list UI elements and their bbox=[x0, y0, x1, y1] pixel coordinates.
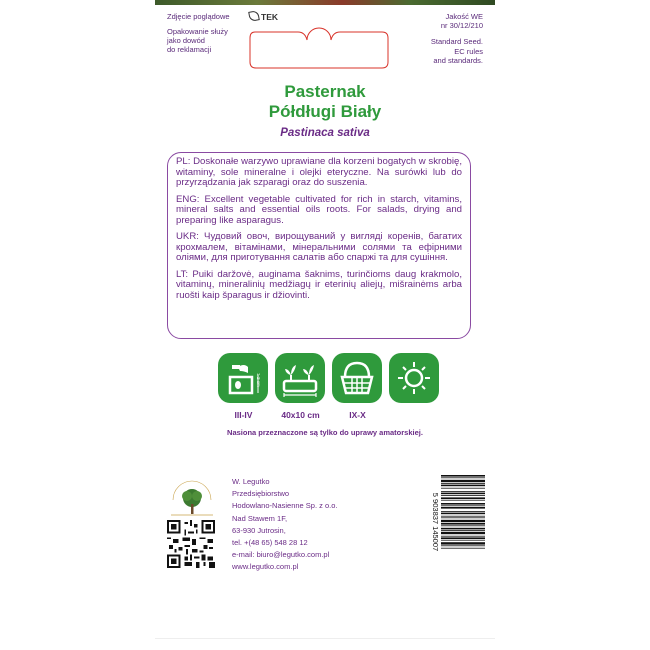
packaging-note bbox=[167, 27, 257, 54]
company-website: www.legutko.com.pl bbox=[232, 562, 299, 572]
barcode-bar bbox=[441, 480, 485, 482]
sowing-time-label: III-IV bbox=[234, 410, 253, 420]
divider bbox=[155, 638, 495, 639]
barcode-bar bbox=[441, 503, 485, 505]
harvest-time-label: IX-X bbox=[349, 410, 366, 420]
packaging-note-line: Opakowanie służy bbox=[167, 27, 228, 36]
latin-name: Pastinaca sativa bbox=[280, 127, 370, 139]
company-line: Przedsiębiorstwo bbox=[232, 489, 290, 499]
standard-line: EC rules bbox=[454, 46, 483, 56]
barcode-bar bbox=[441, 545, 485, 546]
leaf-icon bbox=[248, 10, 260, 22]
barcode-bar bbox=[441, 511, 485, 512]
packaging-note-line: do reklamacji bbox=[167, 45, 212, 54]
spacing-icon bbox=[275, 353, 325, 403]
barcode-bar bbox=[441, 488, 485, 489]
company-line: 63-930 Jutrosin, bbox=[232, 525, 286, 535]
seed-packet-back bbox=[155, 0, 495, 650]
barcode-bar bbox=[441, 525, 485, 526]
amateur-use-note: Nasiona przeznaczone są tylko do uprawy amatorskiej. bbox=[227, 428, 423, 437]
company-address bbox=[232, 476, 337, 574]
barcode-bar bbox=[441, 537, 485, 539]
standard-line: Standard Seed. bbox=[430, 37, 483, 46]
tek-label: TEK bbox=[261, 12, 278, 22]
standard-note bbox=[431, 37, 483, 66]
barcode-bar bbox=[441, 485, 485, 487]
barcode-bar bbox=[441, 540, 485, 541]
qr-code bbox=[167, 520, 215, 568]
company-line: W. Legutko bbox=[232, 477, 270, 486]
barcode bbox=[427, 472, 487, 572]
cultivation-icons bbox=[218, 353, 439, 403]
quality-note bbox=[441, 12, 483, 30]
barcode-number: 5 903837 145007 bbox=[431, 492, 440, 552]
standard-line: and standards. bbox=[433, 56, 483, 65]
barcode-bar bbox=[441, 536, 485, 537]
barcode-bar bbox=[441, 477, 485, 478]
barcode-bars bbox=[427, 472, 487, 572]
barcode-bar bbox=[441, 493, 485, 495]
barcode-bar bbox=[441, 530, 485, 531]
description-en: ENG: Excellent vegetable cultivated for rich in starch, vitamins, mineral salts and essential oils roots. For salads, drying and preparing like asparagus. bbox=[176, 193, 462, 226]
sowing-icon bbox=[218, 353, 268, 403]
harvest-basket-icon bbox=[332, 353, 382, 403]
spacing-label: 40x10 cm bbox=[281, 410, 320, 420]
barcode-bar bbox=[441, 548, 485, 549]
barcode-bar bbox=[441, 528, 485, 530]
packaging-note-line: jako dowód bbox=[167, 36, 205, 45]
barcode-bar bbox=[441, 500, 485, 501]
product-name-line1: Pasternak bbox=[284, 82, 366, 101]
barcode-bar bbox=[441, 491, 485, 492]
barcode-bar bbox=[441, 497, 485, 499]
quality-line: Jakość WE bbox=[445, 12, 483, 21]
quality-line: nr 30/12/210 bbox=[440, 21, 483, 30]
preview-note: Zdjęcie poglądowe bbox=[167, 12, 230, 21]
product-name-line2: Półdługi Biały bbox=[268, 102, 382, 121]
barcode-bar bbox=[441, 532, 485, 534]
description-lt: LT: Puiki daržovė, auginama šaknims, turinčioms daug krakmolo, vitaminų, mineralinių medžiagų ir eterinių aliejų, mišrainėms arba ruošti kaip šparagus ir džiovinti. bbox=[176, 268, 462, 301]
company-email: e-mail: biuro@legutko.com.pl bbox=[232, 550, 330, 560]
barcode-bar bbox=[441, 475, 485, 477]
product-title bbox=[155, 82, 495, 122]
barcode-bar bbox=[441, 520, 485, 522]
company-phone: tel. +(48 65) 548 28 12 bbox=[232, 538, 308, 548]
description-box bbox=[167, 152, 471, 339]
barcode-bar bbox=[441, 516, 485, 517]
company-line: Nad Stawem 1F, bbox=[232, 513, 288, 523]
barcode-bar bbox=[441, 483, 485, 484]
barcode-bar bbox=[441, 507, 485, 509]
sun-icon bbox=[389, 353, 439, 403]
depth-label: 1-2 cm bbox=[256, 373, 261, 387]
barcode-bar bbox=[441, 505, 485, 506]
barcode-bar bbox=[441, 517, 485, 518]
barcode-bar bbox=[441, 523, 485, 525]
description-pl: PL: Doskonałe warzywo uprawiane dla korzeni bogatych w skrobię, witaminy, sole mineralne i olejki eteryczne. Na surówki lub do przyrządzania jak szparagi oraz do suszenia. bbox=[176, 156, 462, 188]
barcode-bar bbox=[441, 495, 485, 496]
barcode-bar bbox=[441, 513, 485, 515]
description-ukr: UKR: Чудовий овоч, вирощуваний у вигляді коренів, багатих крохмалем, вітамінами, мінеральними солями та ефірними оліями, для приготування салатів або спаржі та для сушіння. bbox=[176, 231, 462, 263]
family-company-logo bbox=[167, 478, 217, 518]
barcode-bar bbox=[441, 542, 485, 544]
company-line: Hodowlano-Nasienne Sp. z o.o. bbox=[232, 501, 338, 511]
tek-badge bbox=[249, 11, 278, 22]
